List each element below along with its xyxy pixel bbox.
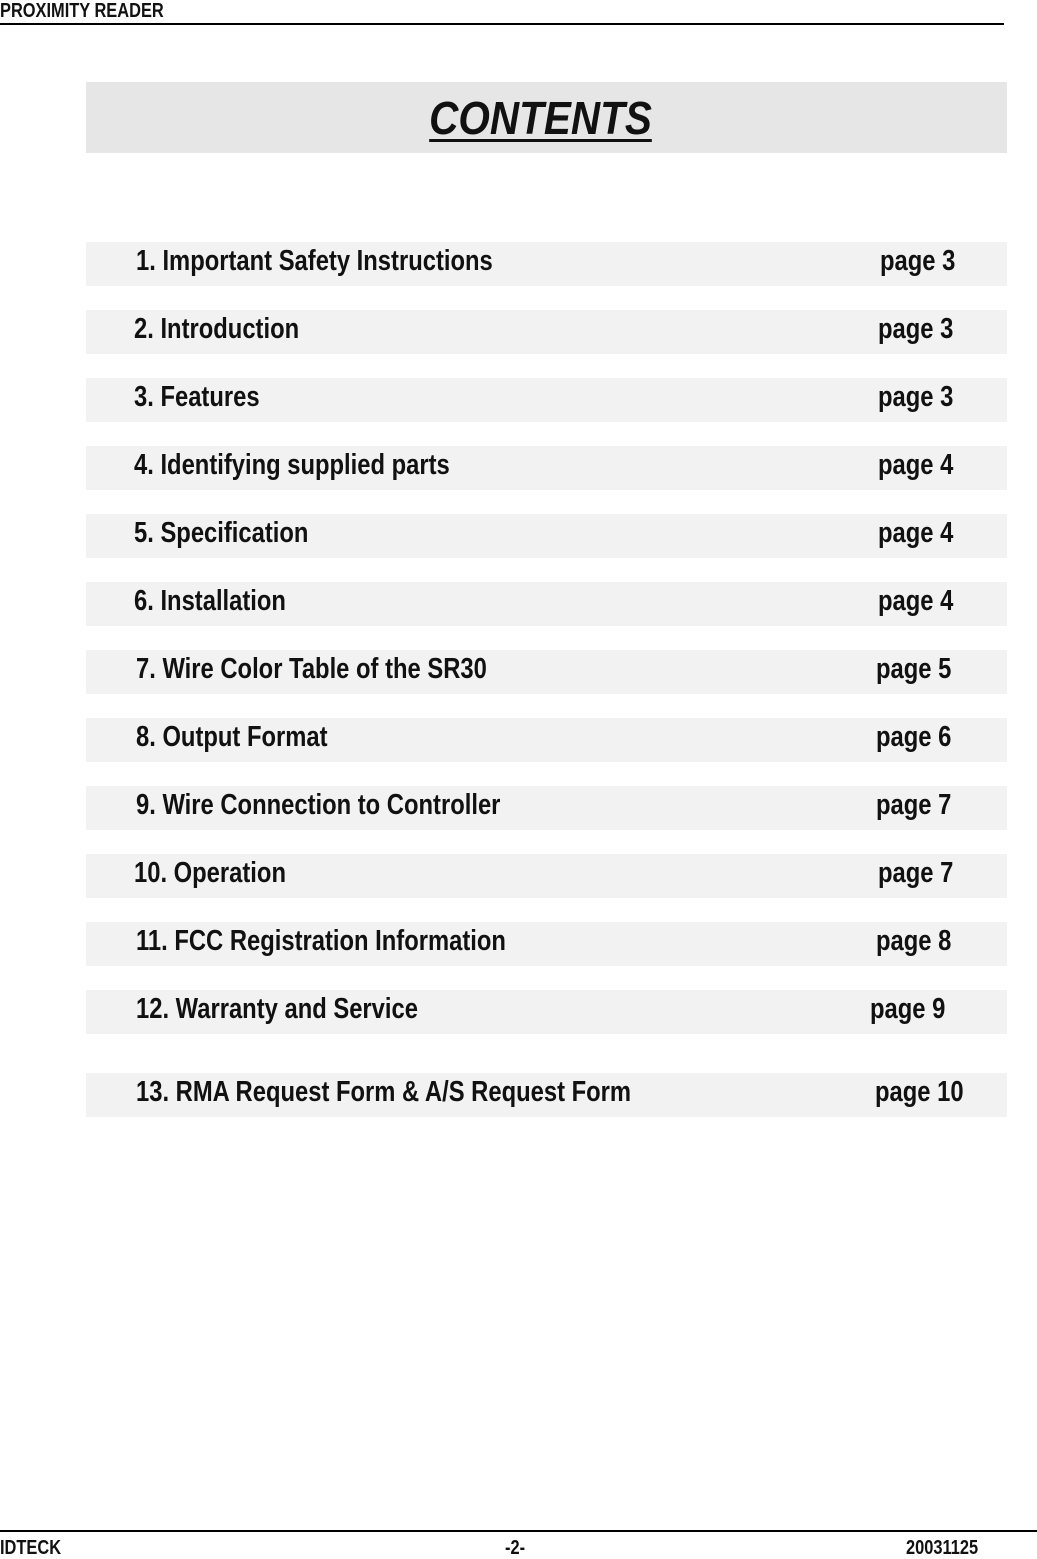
header-title: PROXIMITY READER xyxy=(0,0,164,22)
toc-item-specification[interactable] xyxy=(86,514,1007,558)
toc-item-wire-color-table[interactable] xyxy=(86,650,1007,694)
toc-item-page: page 3 xyxy=(878,381,954,413)
toc-item-page: page 3 xyxy=(878,313,954,345)
toc-item-label: 12. Warranty and Service xyxy=(136,993,418,1025)
toc-item-label: 5. Specification xyxy=(134,517,309,549)
toc-item-label: 7. Wire Color Table of the SR30 xyxy=(136,653,487,685)
toc-item-label: 9. Wire Connection to Controller xyxy=(136,789,501,821)
toc-item-operation[interactable] xyxy=(86,854,1007,898)
toc-item-label: 2. Introduction xyxy=(134,313,300,345)
toc-item-rma-request-form[interactable] xyxy=(86,1073,1007,1117)
toc-item-warranty-service[interactable] xyxy=(86,990,1007,1034)
footer-page-number: -2- xyxy=(505,1537,526,1559)
toc-item-wire-connection[interactable] xyxy=(86,786,1007,830)
toc-item-fcc-registration[interactable] xyxy=(86,922,1007,966)
footer-date-code: 20031125 xyxy=(906,1537,979,1559)
footer-divider xyxy=(0,1530,1037,1532)
toc-item-label: 13. RMA Request Form & A/S Request Form xyxy=(136,1076,632,1108)
toc-item-output-format[interactable] xyxy=(86,718,1007,762)
toc-item-introduction[interactable] xyxy=(86,310,1007,354)
contents-heading: CONTENTS xyxy=(429,91,652,144)
toc-item-page: page 7 xyxy=(876,789,952,821)
toc-item-page: page 4 xyxy=(878,517,954,549)
toc-item-page: page 10 xyxy=(875,1076,964,1108)
toc-item-label: 4. Identifying supplied parts xyxy=(134,449,450,481)
toc-item-identifying-parts[interactable] xyxy=(86,446,1007,490)
toc-item-label: 3. Features xyxy=(134,381,260,413)
toc-item-page: page 5 xyxy=(876,653,952,685)
toc-item-label: 8. Output Format xyxy=(136,721,328,753)
toc-item-label: 6. Installation xyxy=(134,585,286,617)
toc-item-page: page 3 xyxy=(880,245,956,277)
toc-item-page: page 6 xyxy=(876,721,952,753)
contents-title-band xyxy=(86,82,1007,153)
toc-item-label: 1. Important Safety Instructions xyxy=(136,245,493,277)
toc-item-page: page 4 xyxy=(878,449,954,481)
toc-item-label: 11. FCC Registration Information xyxy=(136,925,506,957)
toc-item-safety[interactable] xyxy=(86,242,1007,286)
toc-item-page: page 8 xyxy=(876,925,952,957)
toc-item-features[interactable] xyxy=(86,378,1007,422)
toc-item-page: page 7 xyxy=(878,857,954,889)
header-divider xyxy=(0,23,1004,25)
toc-item-page: page 9 xyxy=(870,993,946,1025)
footer-company: IDTECK xyxy=(0,1537,62,1559)
toc-item-installation[interactable] xyxy=(86,582,1007,626)
toc-item-label: 10. Operation xyxy=(134,857,286,889)
toc-item-page: page 4 xyxy=(878,585,954,617)
